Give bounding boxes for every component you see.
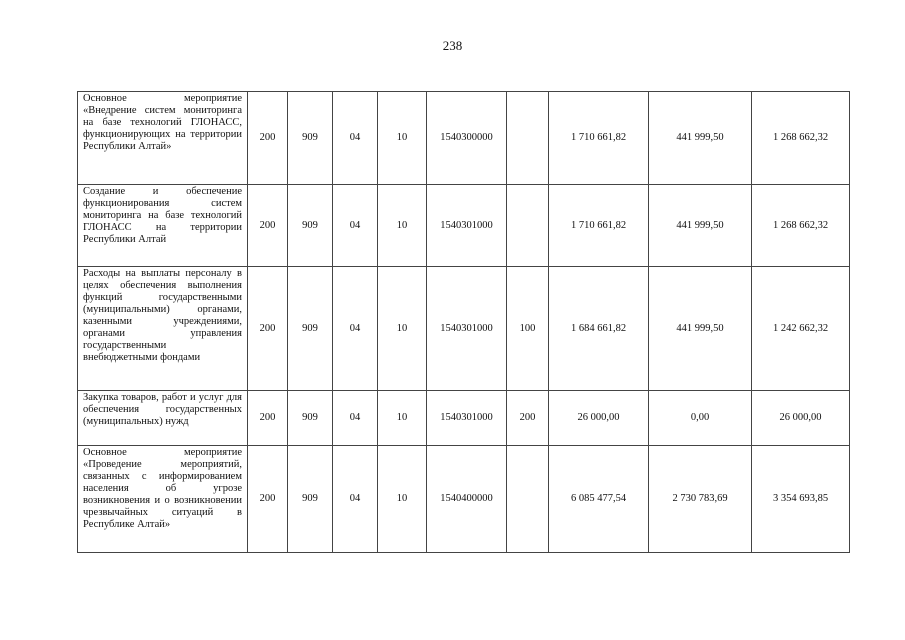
cell-code-1: 200	[248, 267, 288, 391]
cell-amount-total: 6 085 477,54	[549, 446, 649, 553]
cell-target-article: 1540300000	[427, 92, 507, 185]
cell-code-4: 10	[378, 446, 427, 553]
cell-code-2: 909	[288, 92, 333, 185]
table-row	[78, 267, 850, 391]
cell-amount-total: 1 710 661,82	[549, 185, 649, 267]
cell-amount-total: 1 710 661,82	[549, 92, 649, 185]
cell-target-article: 1540400000	[427, 446, 507, 553]
cell-expense-type	[507, 185, 549, 267]
cell-name: Создание и обеспечение функционирования систем мониторинга на базе технологий ГЛОНАСС на территории Республики Алтай	[78, 185, 248, 267]
cell-amount-2: 0,00	[649, 391, 752, 446]
cell-code-3: 04	[333, 92, 378, 185]
cell-amount-2: 441 999,50	[649, 92, 752, 185]
cell-amount-2: 2 730 783,69	[649, 446, 752, 553]
cell-expense-type: 100	[507, 267, 549, 391]
cell-code-4: 10	[378, 267, 427, 391]
cell-amount-3: 1 242 662,32	[752, 267, 850, 391]
cell-code-3: 04	[333, 267, 378, 391]
cell-code-4: 10	[378, 92, 427, 185]
cell-amount-2: 441 999,50	[649, 185, 752, 267]
cell-code-2: 909	[288, 391, 333, 446]
table-row	[78, 391, 850, 446]
cell-code-4: 10	[378, 391, 427, 446]
cell-code-4: 10	[378, 185, 427, 267]
cell-code-2: 909	[288, 446, 333, 553]
cell-amount-3: 1 268 662,32	[752, 92, 850, 185]
cell-name: Закупка товаров, работ и услуг для обеспечения государственных (муниципальных) нужд	[78, 391, 248, 446]
cell-amount-3: 1 268 662,32	[752, 185, 850, 267]
cell-amount-2: 441 999,50	[649, 267, 752, 391]
cell-code-2: 909	[288, 267, 333, 391]
table-row	[78, 185, 850, 267]
cell-amount-3: 26 000,00	[752, 391, 850, 446]
page-number: 238	[442, 38, 463, 53]
cell-code-2: 909	[288, 185, 333, 267]
cell-amount-3: 3 354 693,85	[752, 446, 850, 553]
cell-name: Основное мероприятие «Внедрение систем мониторинга на базе технологий ГЛОНАСС, функционирующих на территории Республики Алтай»	[78, 92, 248, 185]
table-row	[78, 92, 850, 185]
cell-name: Расходы на выплаты персоналу в целях обеспечения выполнения функций государственными (муниципальными) органами, казенными учреждениями, органами управления государственными внебюджетными фондами	[78, 267, 248, 391]
cell-target-article: 1540301000	[427, 267, 507, 391]
cell-code-1: 200	[248, 92, 288, 185]
cell-code-1: 200	[248, 446, 288, 553]
cell-amount-total: 1 684 661,82	[549, 267, 649, 391]
cell-expense-type	[507, 92, 549, 185]
cell-amount-total: 26 000,00	[549, 391, 649, 446]
budget-table	[77, 91, 850, 553]
cell-target-article: 1540301000	[427, 391, 507, 446]
cell-code-1: 200	[248, 185, 288, 267]
cell-code-3: 04	[333, 446, 378, 553]
cell-code-3: 04	[333, 185, 378, 267]
cell-target-article: 1540301000	[427, 185, 507, 267]
table-row	[78, 446, 850, 553]
cell-name: Основное мероприятие «Проведение мероприятий, связанных с информированием населения об угрозе возникновения и о возникновении чрезвычайных ситуаций в Республике Алтай»	[78, 446, 248, 553]
cell-code-1: 200	[248, 391, 288, 446]
cell-code-3: 04	[333, 391, 378, 446]
cell-expense-type: 200	[507, 391, 549, 446]
cell-expense-type	[507, 446, 549, 553]
